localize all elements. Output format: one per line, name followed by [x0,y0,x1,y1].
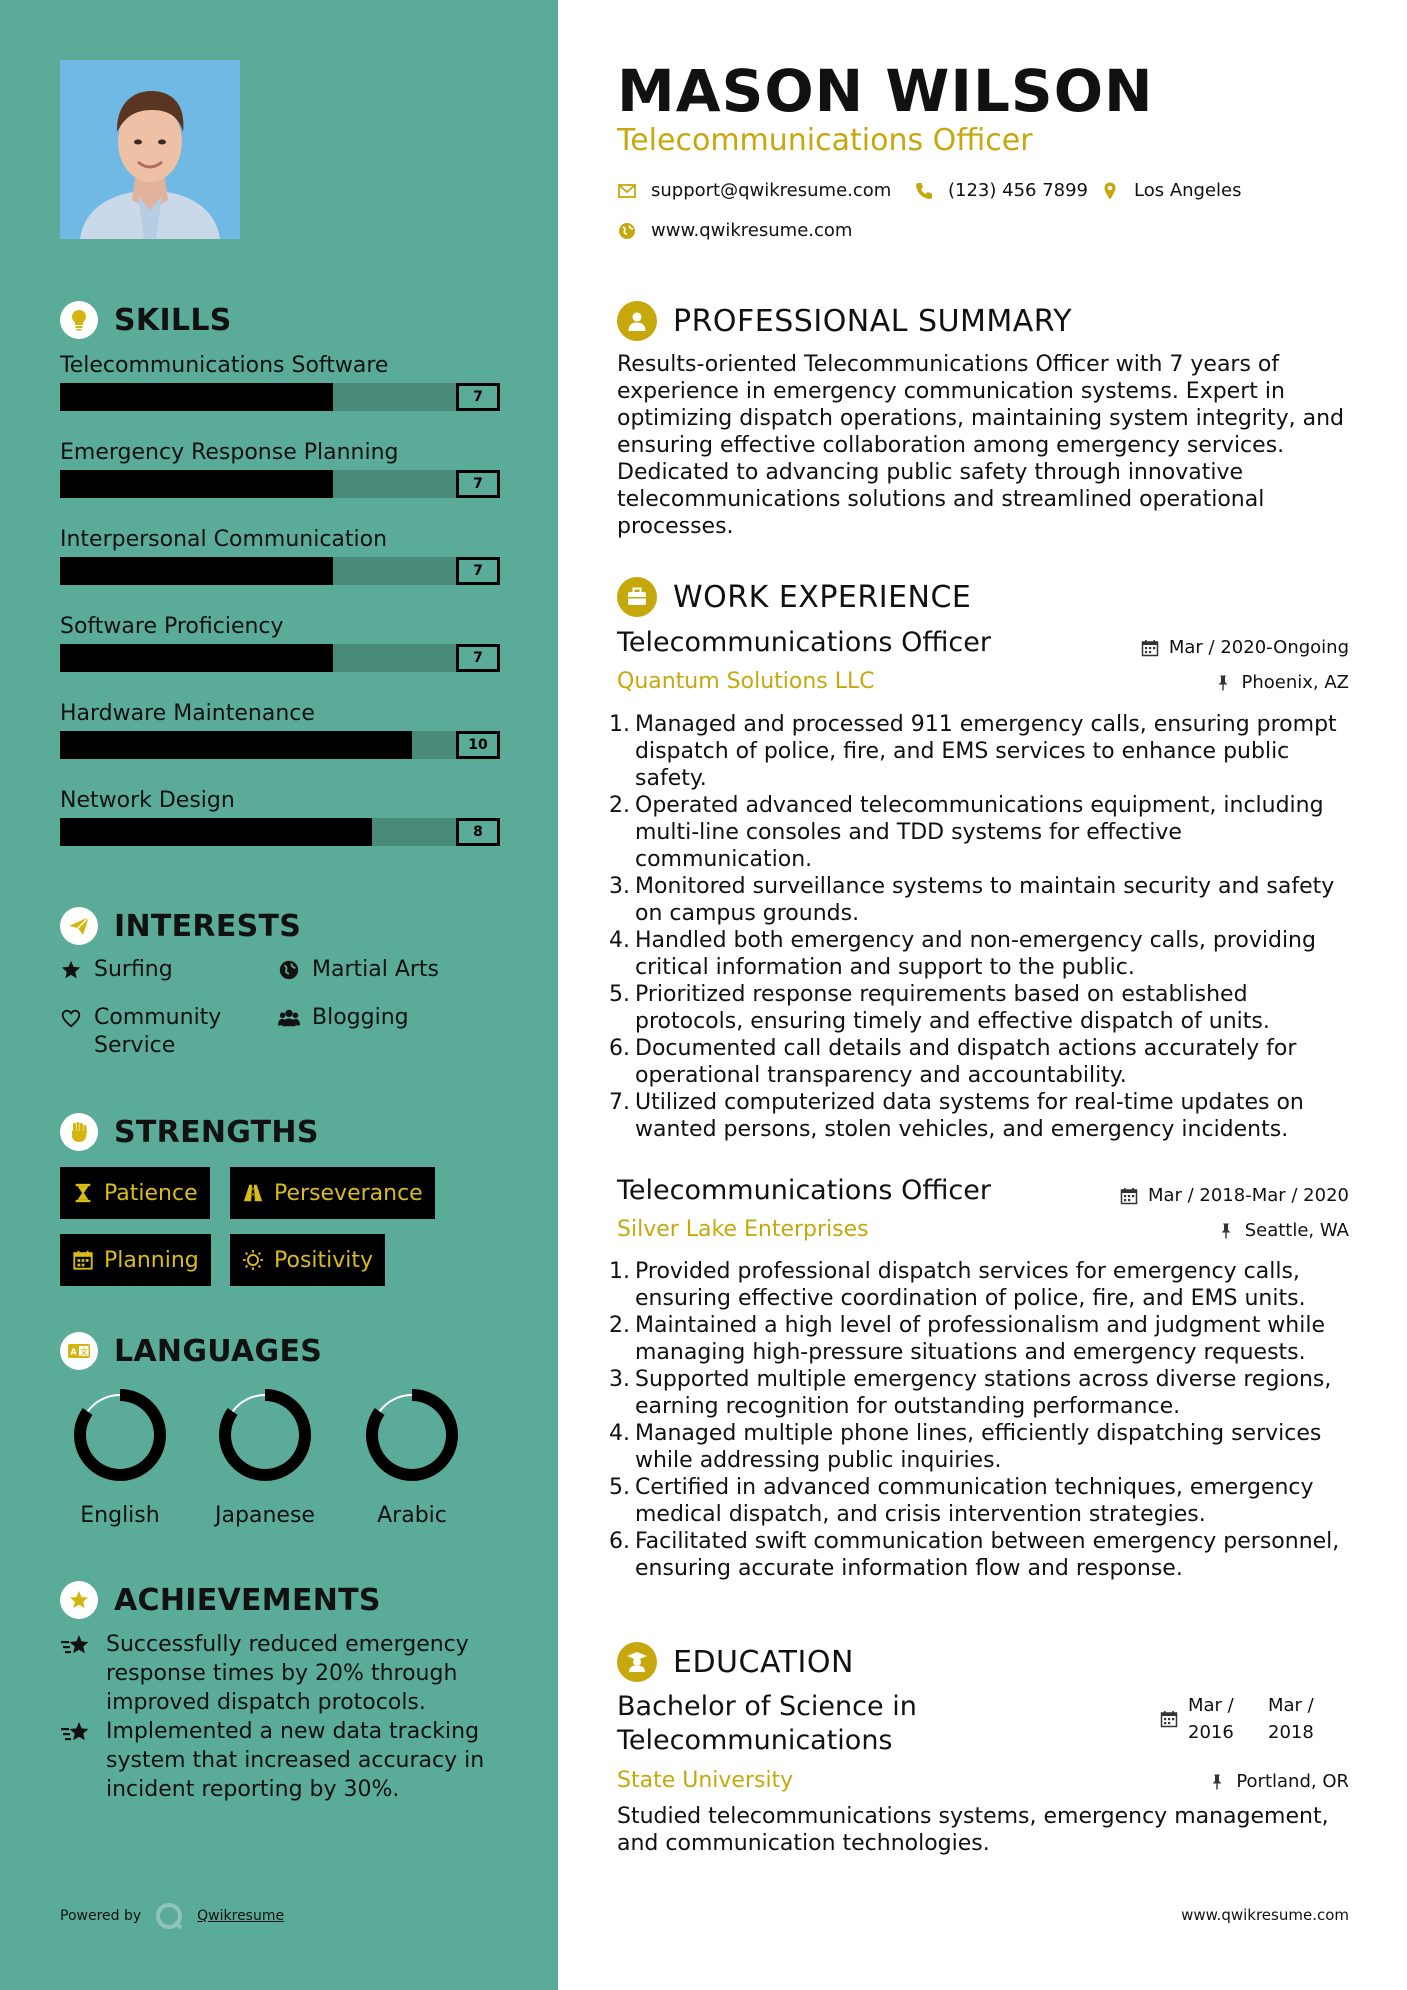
education-start [1188,1692,1268,1746]
interest-label: Blogging [312,1005,409,1030]
languages-title: LANGUAGES [114,1333,323,1369]
road-icon [242,1182,264,1204]
job-dates [1120,1185,1349,1206]
graduate-icon [617,1642,657,1682]
strength-label: Planning [104,1247,199,1273]
duty-item: Maintained a high level of professionalism and judgment while managing high-pressure situations and emergency requests. [635,1313,1326,1365]
phone-text: (123) 456 7899 [948,180,1089,201]
job-duties-list [635,1258,1360,1582]
job-dates [1141,637,1349,658]
sun-icon [242,1249,264,1271]
education-location-text: Portland, OR [1236,1771,1349,1792]
duty-item: Utilized computerized data systems for real-time updates on wanted persons, stolen vehicles, and emergency incidents. [635,1090,1304,1142]
summary-title: PROFESSIONAL SUMMARY [673,303,1073,339]
envelope-icon [617,181,637,201]
language-name: Arabic [377,1503,447,1528]
contact-location [1100,180,1242,201]
education-title: EDUCATION [673,1644,854,1680]
calendar-icon [1141,639,1159,657]
calendar-icon [1120,1187,1138,1205]
skill-name: Network Design [60,788,235,813]
skill-level: 8 [456,818,500,846]
strength-tag [60,1167,210,1219]
duty-item: Monitored surveillance systems to maintain security and safety on campus grounds. [635,874,1335,926]
summary-heading [617,299,1072,343]
website-text: www.qwikresume.com [651,220,853,241]
duty-item: Operated advanced telecommunications equipment, including multi-line consoles and TDD systems for effective communication. [635,793,1324,872]
profile-photo [60,60,240,239]
footer-url[interactable]: www.qwikresume.com [1181,1906,1349,1924]
candidate-title: Telecommunications Officer [617,123,1033,158]
education-end-year: 2018 [1268,1722,1314,1743]
job-duties-list [635,711,1360,1143]
map-pin-icon [1100,181,1120,201]
skill-bar [60,470,500,498]
duty-item: Prioritized response requirements based on established protocols, ensuring timely and effective dispatch of units. [635,982,1270,1034]
duty-item: Documented call details and dispatch actions accurately for operational transparency and accountability. [635,1036,1297,1088]
contact-email[interactable] [617,180,891,201]
skill-item [60,524,500,579]
duty-item: Supported multiple emergency stations across diverse regions, earning recognition for outstanding performance. [635,1367,1332,1419]
education-end-month: Mar / [1268,1695,1314,1716]
duty-item: Handled both emergency and non-emergency calls, providing critical information and support to the public. [635,928,1316,980]
skill-bar-fill [60,644,333,672]
language-item [352,1387,472,1528]
achievement-item [60,1717,510,1804]
trophy-star-icon [60,1630,96,1717]
skill-item [60,437,500,492]
education-location [1208,1771,1349,1792]
strength-label: Positivity [274,1247,374,1273]
education-school: State University [617,1768,794,1793]
job-role: Telecommunications Officer [617,627,991,658]
skill-item [60,611,500,666]
contact-website[interactable] [617,220,852,241]
heart-outline-icon [60,1004,82,1032]
user-icon [617,301,657,341]
achievement-text: Implemented a new data tracking system that increased accuracy in incident reporting by 30%. [106,1719,485,1802]
language-gauge [72,1387,168,1483]
education-description: Studied telecommunications systems, emergency management, and communication technologies. [617,1804,1329,1856]
skill-bar-fill [60,818,372,846]
duty-item: Provided professional dispatch services for emergency calls, ensuring effective coordination of police, fire, and EMS units. [635,1259,1306,1311]
skill-item [60,350,500,405]
trophy-star-icon [60,1717,96,1804]
skill-bar [60,383,500,411]
duty-item: Managed multiple phone lines, efficiently dispatching services while addressing public inquiries. [635,1421,1322,1473]
duty-item: Managed and processed 911 emergency calls, ensuring prompt dispatch of police, fire, and EMS services to enhance public safety. [635,712,1337,791]
language-item [60,1387,180,1528]
skill-bar [60,644,500,672]
job-location [1217,1220,1349,1241]
email-text: support@qwikresume.com [651,180,892,201]
skill-bar-fill [60,731,412,759]
calendar-icon [72,1249,94,1271]
fist-icon [60,1113,98,1151]
powered-label: Powered by [60,1908,142,1924]
powered-by [60,1900,284,1932]
language-name: Japanese [215,1503,315,1528]
skill-level: 7 [456,557,500,585]
achievement-text: Successfully reduced emergency response times by 20% through improved dispatch protocols. [106,1632,469,1715]
candidate-name: MASON WILSON [617,57,1154,125]
pushpin-icon [1214,674,1232,692]
skill-level: 7 [456,644,500,672]
skill-bar-fill [60,557,333,585]
skills-heading [60,300,232,340]
skill-bar [60,818,500,846]
star-icon [60,956,82,984]
skill-item [60,785,500,840]
paper-plane-icon [60,907,98,945]
globe-icon [278,956,300,984]
language-icon [60,1332,98,1370]
strength-tag [230,1234,385,1286]
skill-name: Interpersonal Communication [60,527,388,552]
interest-label: Surfing [94,957,173,982]
qwikresume-logo-icon [153,1900,185,1932]
svg-text:A: A [70,1347,77,1357]
interest-label: Community Service [94,1005,222,1058]
skill-level: 7 [456,470,500,498]
skill-name: Software Proficiency [60,614,284,639]
star-badge-icon [60,1581,98,1619]
skill-level: 10 [456,731,500,759]
language-gauge [364,1387,460,1483]
users-icon [278,1004,300,1032]
skill-name: Hardware Maintenance [60,701,315,726]
interests-title: INTERESTS [114,908,302,944]
skill-item [60,698,500,753]
skill-level: 7 [456,383,500,411]
education-degree: Bachelor of Science in Telecommunications [617,1691,917,1756]
interest-item [60,956,173,984]
job-dates-text: Mar / 2018-Mar / 2020 [1147,1185,1349,1206]
skill-name: Emergency Response Planning [60,440,399,465]
sidebar [0,0,558,1990]
education-start-year: 2016 [1188,1722,1234,1743]
job-dates-text: Mar / 2020-Ongoing [1168,637,1349,658]
job-location-text: Phoenix, AZ [1241,672,1349,693]
education-end [1268,1692,1348,1746]
job-location-text: Seattle, WA [1244,1220,1349,1241]
job-role: Telecommunications Officer [617,1175,991,1206]
lightbulb-icon [60,301,98,339]
achievement-item [60,1630,510,1717]
language-item [205,1387,325,1528]
languages-heading [60,1331,322,1371]
strengths-heading [60,1112,319,1152]
education-dates [1160,1692,1348,1746]
language-gauge [217,1387,313,1483]
language-name: English [80,1503,160,1528]
achievements-title: ACHIEVEMENTS [114,1582,381,1618]
experience-heading [617,575,971,619]
job-location [1214,672,1350,693]
interest-label: Martial Arts [312,957,440,982]
skill-bar-fill [60,470,333,498]
pushpin-icon [1217,1222,1235,1240]
strengths-title: STRENGTHS [114,1114,319,1150]
duty-item: Certified in advanced communication techniques, emergency medical dispatch, and crisis intervention strategies. [635,1475,1314,1527]
phone-icon [914,181,934,201]
strength-tag [230,1167,435,1219]
skill-name: Telecommunications Software [60,353,389,378]
contact-phone[interactable] [914,180,1088,201]
experience-title: WORK EXPERIENCE [673,579,972,615]
skill-bar [60,731,500,759]
skill-bar [60,557,500,585]
achievements-heading [60,1580,381,1620]
interests-heading [60,906,301,946]
education-start-month: Mar / [1188,1695,1234,1716]
hourglass-icon [72,1182,94,1204]
skills-title: SKILLS [114,302,232,338]
location-text: Los Angeles [1134,180,1242,201]
skill-bar-fill [60,383,333,411]
calendar-icon [1160,1710,1178,1728]
qwikresume-link[interactable]: Qwikresume [197,1908,285,1924]
job-company: Silver Lake Enterprises [617,1217,869,1242]
summary-text: Results-oriented Telecommunications Officer with 7 years of experience in emergency communication systems. Expert in optimizing dispatch operations, maintaining system integrity, and ensuring effective collaboration among emergency services. Dedicated to advancing public safety through innovative telecommunications solutions and streamlined operational processes. [617,352,1345,539]
strength-tag [60,1234,211,1286]
interest-item [60,1004,260,1060]
pushpin-icon [1208,1773,1226,1791]
interest-item [278,956,439,984]
duty-item: Facilitated swift communication between emergency personnel, ensuring accurate information flow and response. [635,1529,1340,1581]
briefcase-icon [617,577,657,617]
education-heading [617,1640,854,1684]
interest-item [278,1004,409,1032]
strength-label: Patience [104,1180,198,1206]
job-company: Quantum Solutions LLC [617,669,875,694]
svg-text:文: 文 [79,1347,88,1357]
globe-icon [617,221,637,241]
strength-label: Perseverance [274,1180,423,1206]
